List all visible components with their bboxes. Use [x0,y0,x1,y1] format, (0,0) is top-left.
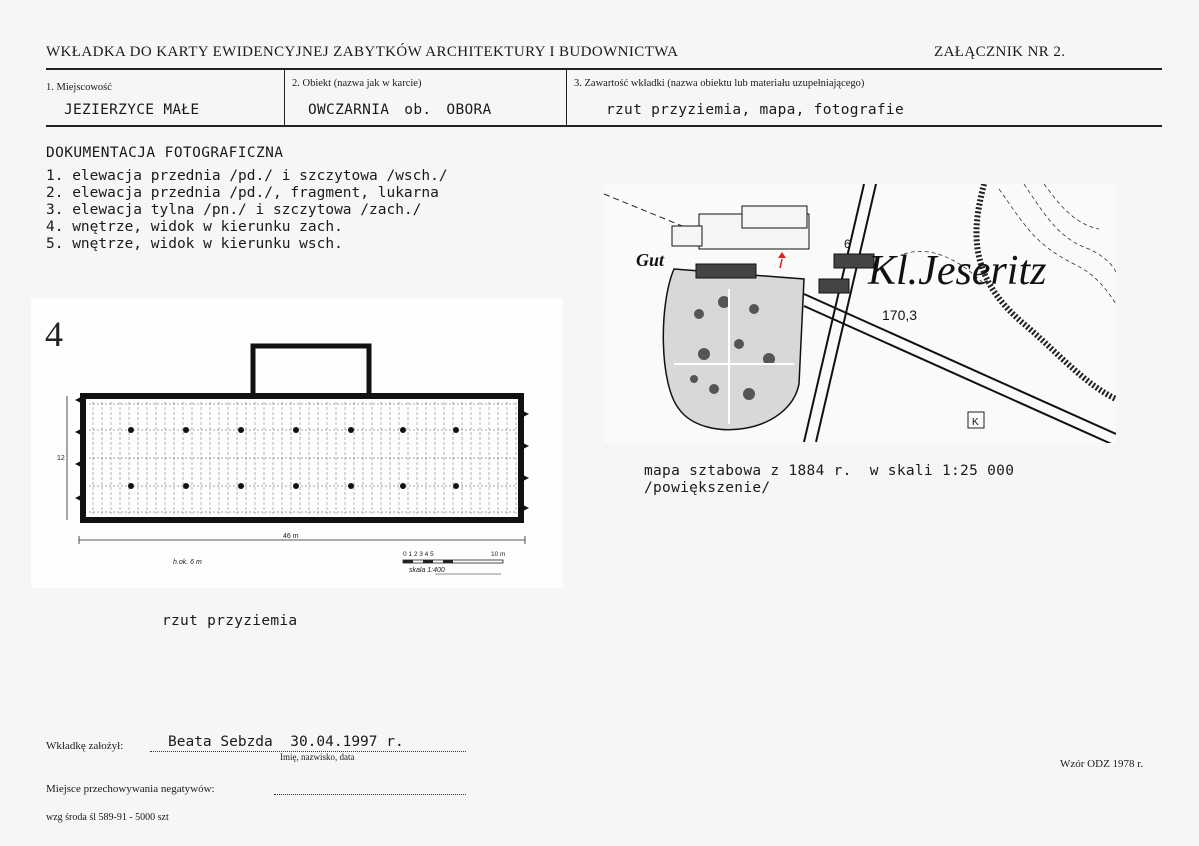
plan-length-label: 46 m [283,533,299,540]
documentation-heading: DOKUMENTACJA FOTOGRAFICZNA [46,145,284,161]
plan-entrance-arrows [75,397,529,511]
print-info: wzg środa śl 589-91 - 5000 szt [46,812,169,823]
object-label: 2. Obiekt (nazwa jak w karcie) [292,78,422,89]
field-divider-2 [566,70,567,126]
map-place-label: Kl.Jeseritz [868,248,1047,294]
scale-label: skala 1:400 [409,567,445,574]
header-rule [46,68,1162,70]
map-caption-line-1: mapa sztabowa z 1884 r. w skali 1:25 000 [644,463,1015,479]
object-value: OWCZARNIA ob. OBORA [308,102,492,118]
map-number-6: 6 [844,237,851,251]
list-item: 4. wnętrze, widok w kierunku zach. [46,219,343,235]
map-symbol-k: K [972,417,979,428]
storage-dotline [274,793,466,795]
list-item: 5. wnętrze, widok w kierunku wsch. [46,236,343,252]
plan-height-label: h.ok. 6 m [173,559,202,566]
plan-annex [253,346,369,396]
floor-plan-photo [31,298,563,588]
card-title: WKŁADKA DO KARTY EWIDENCYJNEJ ZABYTKÓW ARCHITEKTURY I BUDOWNICTWA [46,44,679,60]
fields-rule [46,125,1162,127]
map-park [663,269,804,430]
list-item: 3. elewacja tylna /pn./ i szczytowa /zach./ [46,202,422,218]
founded-hint: Imię, nazwisko, data [280,752,355,762]
founded-value: Beata Sebzda 30.04.1997 r. [168,734,404,750]
model-label: Wzór ODZ 1978 r. [1060,758,1144,770]
field-divider-1 [284,70,285,126]
attachment-number: ZAŁĄCZNIK NR 2. [934,44,1066,60]
scale-end: 10 m [491,551,506,558]
locality-label: 1. Miejscowość [46,82,112,93]
locality-value: JEZIERZYCE MAŁE [64,102,200,118]
scale-ticks: 0 1 2 3 4 5 [403,551,434,558]
map-gut-label: Gut [636,250,665,270]
plan-grid [89,404,515,512]
map-caption-line-2: /powiększenie/ [644,480,771,496]
map-location-arrow [778,252,786,258]
plan-number: 4 [45,314,63,354]
contents-label: 3. Zawartość wkładki (nazwa obiektu lub materiału uzupełniającego) [574,78,865,89]
floor-plan-drawing [31,298,563,588]
plan-width-label: 12 [57,455,65,462]
storage-label: Miejsce przechowywania negatywów: [46,783,215,795]
founded-label: Wkładkę założył: [46,740,124,752]
documentation-list [46,168,448,253]
list-item: 1. elewacja przednia /pd./ i szczytowa /wsch./ [46,168,448,184]
map-photo [604,184,1116,443]
map-drawing [604,184,1116,443]
plan-stalls [93,402,516,514]
list-item: 2. elewacja przednia /pd./, fragment, lukarna [46,185,439,201]
plan-caption: rzut przyziemia [162,613,298,629]
contents-value: rzut przyziemia, mapa, fotografie [606,102,904,118]
map-elevation: 170,3 [882,307,918,323]
